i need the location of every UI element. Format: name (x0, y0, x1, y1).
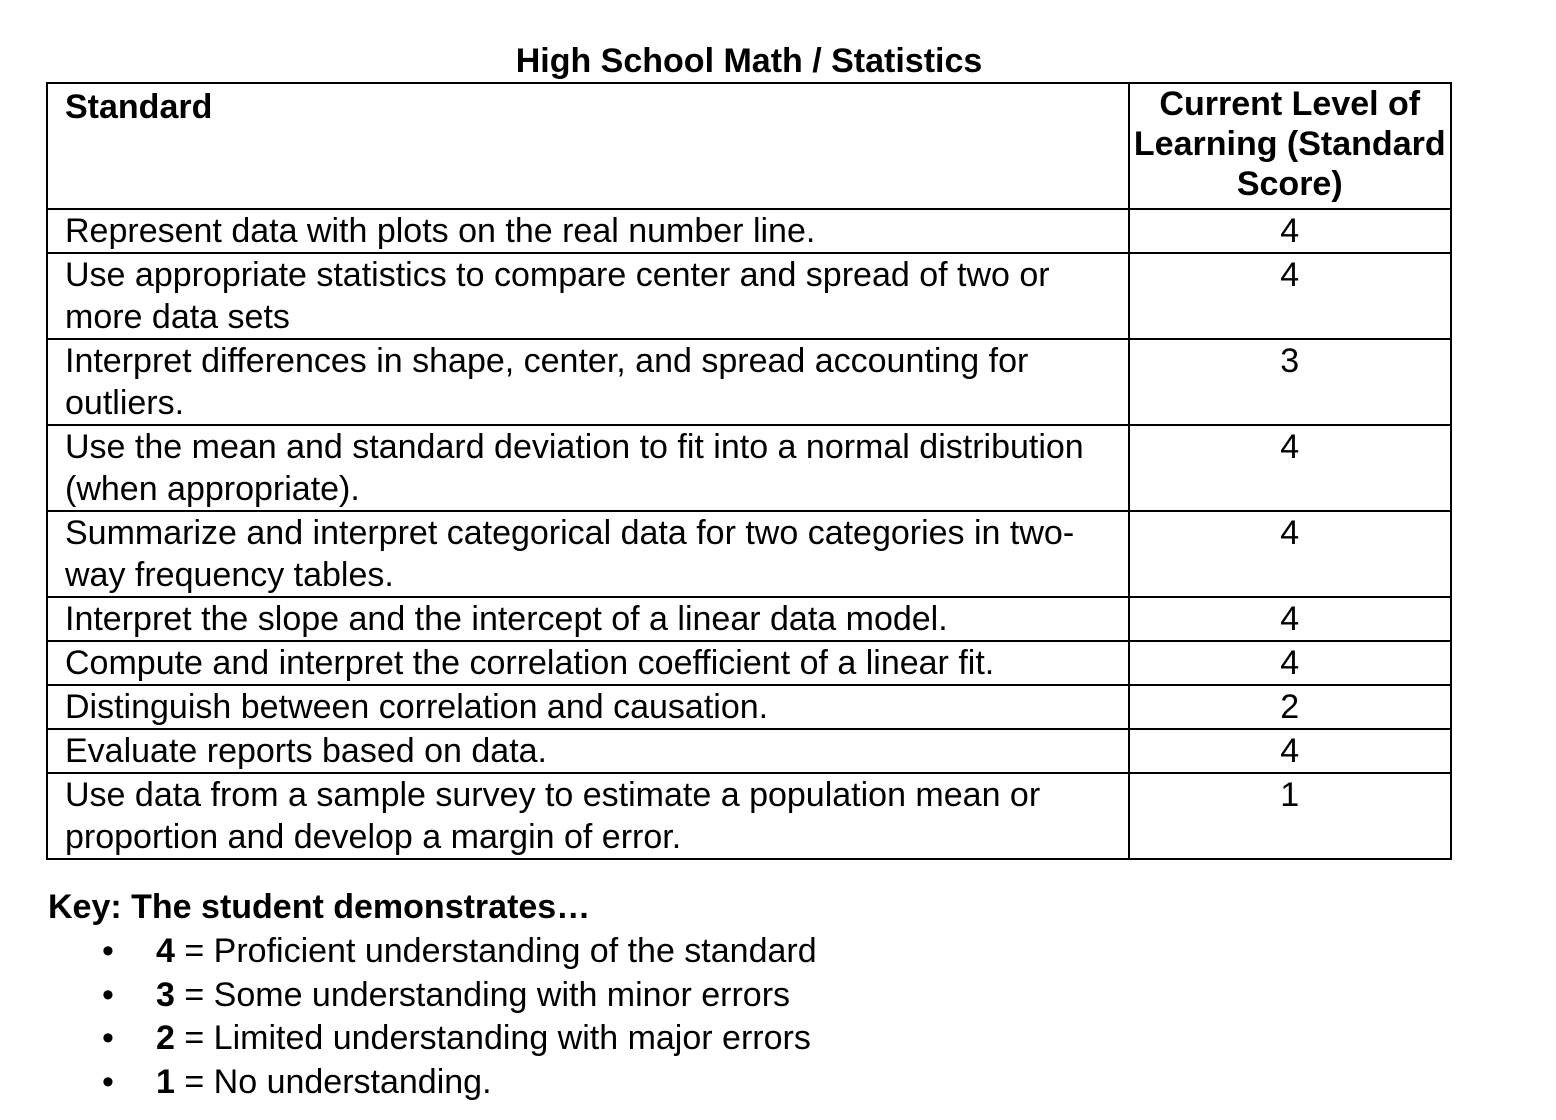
key-entry (156, 930, 817, 972)
score-cell: 2 (1129, 685, 1451, 729)
table-row (47, 253, 1451, 339)
table-row (47, 511, 1451, 597)
score-cell: 4 (1129, 253, 1451, 339)
key-entry (156, 974, 790, 1016)
standard-cell: Interpret differences in shape, center, and spread accounting for outliers. (47, 339, 1129, 425)
bullet-icon: • (102, 932, 114, 970)
standard-cell: Summarize and interpret categorical data for two categories in two-way frequency tables. (47, 511, 1129, 597)
table-header-row (47, 83, 1451, 209)
standard-cell: Compute and interpret the correlation coefficient of a linear fit. (47, 641, 1129, 685)
score-cell: 4 (1129, 425, 1451, 511)
table-row (47, 425, 1451, 511)
key-score: 3 (156, 975, 175, 1014)
key-entry (156, 1017, 811, 1059)
table-row (47, 209, 1451, 253)
score-cell: 3 (1129, 339, 1451, 425)
standard-cell: Distinguish between correlation and causation. (47, 685, 1129, 729)
score-cell: 1 (1129, 773, 1451, 859)
key-score: 1 (156, 1062, 175, 1101)
standard-cell: Use data from a sample survey to estimate a population mean or proportion and develop a margin of error. (47, 773, 1129, 859)
score-cell: 4 (1129, 597, 1451, 641)
standard-cell: Use appropriate statistics to compare center and spread of two or more data sets (47, 253, 1129, 339)
header-score: Current Level of Learning (Standard Score) (1129, 83, 1451, 209)
standard-cell: Interpret the slope and the intercept of a linear data model. (47, 597, 1129, 641)
score-cell: 4 (1129, 729, 1451, 773)
key-description: = Limited understanding with major errors (174, 1019, 811, 1057)
bullet-icon: • (102, 1019, 114, 1057)
key-score: 2 (156, 1019, 175, 1057)
key-description: = Proficient understanding of the standard (174, 932, 817, 970)
bullet-icon: • (102, 975, 114, 1014)
standard-cell: Use the mean and standard deviation to fit into a normal distribution (when appropriate). (47, 425, 1129, 511)
standard-cell: Evaluate reports based on data. (47, 729, 1129, 773)
table-row (47, 641, 1451, 685)
header-standard: Standard (47, 83, 1129, 209)
score-cell: 4 (1129, 641, 1451, 685)
table-row (47, 773, 1451, 859)
score-cell: 4 (1129, 511, 1451, 597)
key-description: = No understanding. (174, 1062, 492, 1101)
key-description: = Some understanding with minor errors (174, 975, 791, 1014)
table-row (47, 685, 1451, 729)
document-title: High School Math / Statistics (515, 42, 983, 80)
bullet-icon: • (102, 1062, 114, 1101)
score-cell: 4 (1129, 209, 1451, 253)
table-row (47, 729, 1451, 773)
standard-cell: Represent data with plots on the real number line. (47, 209, 1129, 253)
key-title: Key: The student demonstrates… (48, 888, 591, 926)
table-row (47, 597, 1451, 641)
key-score: 4 (156, 932, 175, 970)
table-row (47, 339, 1451, 425)
key-entry (156, 1061, 492, 1103)
standards-table (46, 82, 1452, 860)
